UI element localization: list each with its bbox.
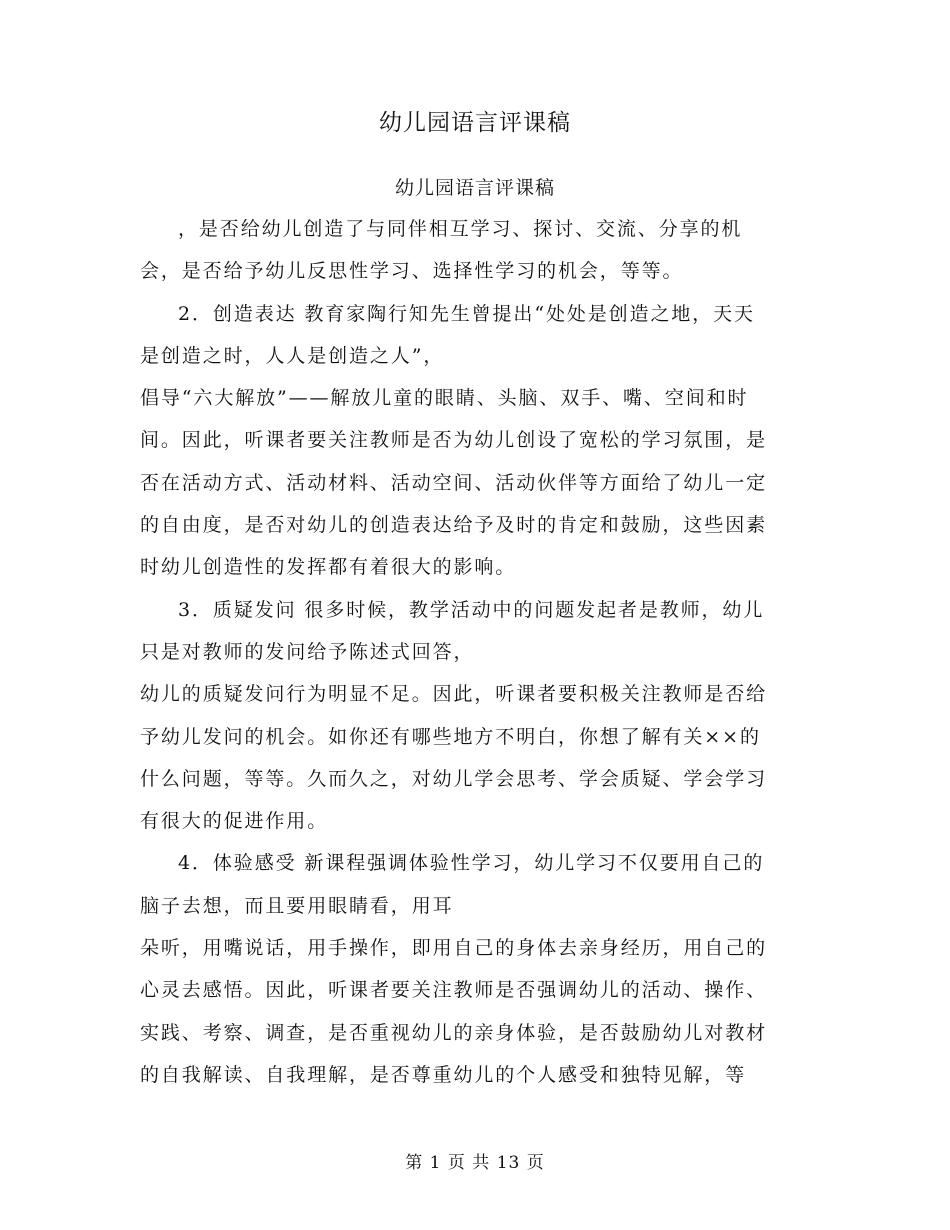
body-line: 倡导“六大解放”——解放儿童的眼睛、头脑、双手、嘴、空间和时: [140, 387, 749, 410]
body-line: 心灵去感悟。因此，听课者要关注教师是否强调幼儿的活动、操作、: [140, 979, 768, 1002]
body-line: 只是对教师的发问给予陈述式回答，: [140, 640, 475, 663]
body-line: 脑子去想，而且要用眼睛看，用耳: [140, 894, 454, 917]
body-line: 会，是否给予幼儿反思性学习、选择性学习的机会，等等。: [140, 260, 684, 283]
body-line: 否在活动方式、活动材料、活动空间、活动伙伴等方面给了幼儿一定: [140, 471, 768, 494]
document-title: 幼儿园语言评课稿: [379, 110, 571, 136]
body-line: 时幼儿创造性的发挥都有着很大的影响。: [140, 556, 517, 579]
page-number: 第 1 页 共 13 页: [405, 1153, 545, 1173]
body-line: 4．体验感受 新课程强调体验性学习，幼儿学习不仅要用自己的: [178, 852, 765, 875]
body-line: 有很大的促进作用。: [140, 810, 329, 833]
body-line: 实践、考察、调查，是否重视幼儿的亲身体验，是否鼓励幼儿对教材: [140, 1021, 768, 1044]
body-line: 朵听，用嘴说话，用手操作，即用自己的身体去亲身经历，用自己的: [140, 937, 768, 960]
body-line: 间。因此，听课者要关注教师是否为幼儿创设了宽松的学习氛围，是: [140, 429, 768, 452]
body-line: 的自我解读、自我理解，是否尊重幼儿的个人感受和独特见解，等: [140, 1063, 747, 1086]
body-line: 是创造之时，人人是创造之人”，: [140, 344, 445, 367]
body-line: 幼儿的质疑发问行为明显不足。因此，听课者要积极关注教师是否给: [140, 683, 768, 706]
document-subtitle: 幼儿园语言评课稿: [394, 177, 555, 199]
body-line: 什么问题，等等。久而久之，对幼儿学会思考、学会质疑、学会学习: [140, 767, 768, 790]
body-line: 2．创造表达 教育家陶行知先生曾提出“处处是创造之地，天天: [178, 302, 755, 325]
body-line: 3．质疑发问 很多时候，教学活动中的问题发起者是教师，幼儿: [178, 598, 765, 621]
document-body: [140, 208, 800, 1096]
body-line: ，是否给幼儿创造了与同伴相互学习、探讨、交流、分享的机: [178, 218, 743, 240]
body-line: 的自由度，是否对幼儿的创造表达给予及时的肯定和鼓励，这些因素: [140, 514, 768, 537]
body-line: 予幼儿发问的机会。如你还有哪些地方不明白，你想了解有关××的: [140, 725, 761, 748]
